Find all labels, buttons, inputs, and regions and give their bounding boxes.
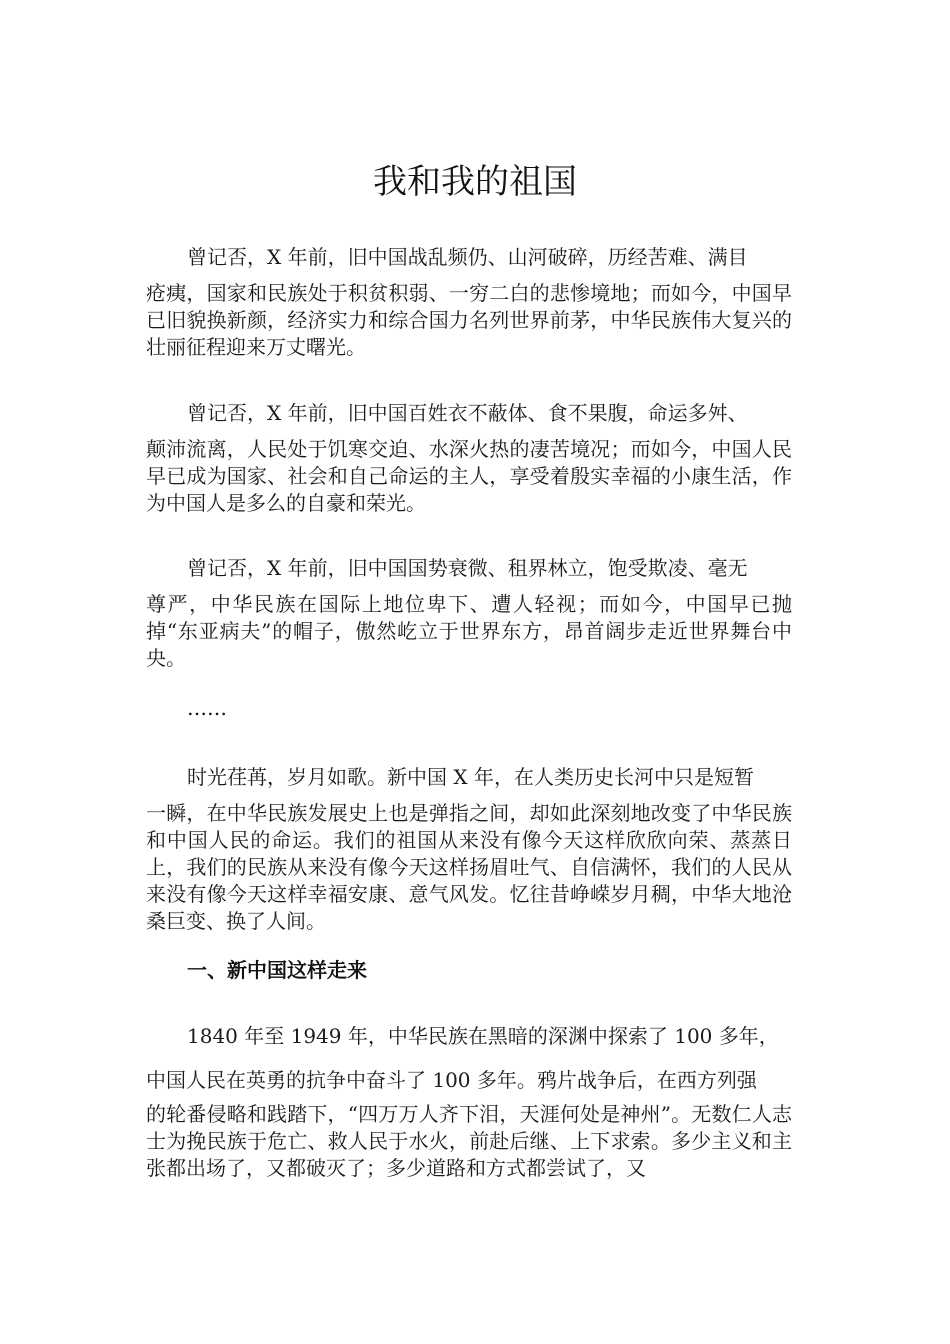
paragraph-1-body: 疮痍，国家和民族处于积贫积弱、一穷二白的悲惨境地；而如今，中国早已旧貌换新颜，经济实力和综合国力名列世界前茅，中华民族伟大复兴的壮丽征程迎来万丈曙光。 xyxy=(146,281,792,359)
paragraph-1-first-line: 曾记否，X 年前，旧中国战乱频仍、山河破碎，历经苦难、满目 xyxy=(187,245,748,269)
paragraph-3 xyxy=(146,553,792,672)
paragraph-5-first-line: 1840 年至 1949 年，中华民族在黑暗的深渊中探索了 100 多年， xyxy=(187,1024,779,1048)
document-title: 我和我的祖国 xyxy=(373,162,577,202)
paragraph-4-first-line: 时光荏苒，岁月如歌。新中国 X 年，在人类历史长河中只是短暂 xyxy=(187,765,754,789)
section-heading: 一、新中国这样走来 xyxy=(187,958,367,982)
paragraph-1 xyxy=(146,242,792,361)
paragraph-3-body: 尊严，中华民族在国际上地位卑下、遭人轻视；而如今，中国早已抛掉“东亚病夫”的帽子，傲然屹立于世界东方，昂首阔步走近世界舞台中央。 xyxy=(146,592,792,670)
ellipsis: …… xyxy=(187,696,227,720)
paragraph-4-body: 一瞬，在中华民族发展史上也是弹指之间，却如此深刻地改变了中华民族和中国人民的命运。我们的祖国从来没有像今天这样欣欣向荣、蒸蒸日上，我们的民族从来没有像今天这样扬眉吐气、自信满怀，我们的人民从来没有像今天这样幸福安康、意气风发。忆往昔峥嵘岁月稠，中华大地沧桑巨变、换了人间。 xyxy=(146,801,792,933)
paragraph-5-body: 的轮番侵略和践踏下，“四万万人齐下泪，天涯何处是神州”。无数仁人志士为挽民族于危亡、救人民于水火，前赴后继、上下求索。多少主义和主张都出场了，又都破灭了；多少道路和方式都尝试了，又 xyxy=(146,1102,792,1180)
paragraph-2 xyxy=(146,398,792,517)
paragraph-5-second-line: 中国人民在英勇的抗争中奋斗了 100 多年。鸦片战争后，在西方列强 xyxy=(146,1068,757,1092)
paragraph-3-first-line: 曾记否，X 年前，旧中国国势衰微、租界林立，饱受欺凌、毫无 xyxy=(187,556,748,580)
paragraph-4 xyxy=(146,762,792,935)
paragraph-2-body: 颠沛流离，人民处于饥寒交迫、水深火热的凄苦境况；而如今，中国人民早已成为国家、社会和自己命运的主人，享受着殷实幸福的小康生活，作为中国人是多么的自豪和荣光。 xyxy=(146,437,792,515)
paragraph-5 xyxy=(146,1021,792,1182)
paragraph-2-first-line: 曾记否，X 年前，旧中国百姓衣不蔽体、食不果腹，命运多舛、 xyxy=(187,401,748,425)
